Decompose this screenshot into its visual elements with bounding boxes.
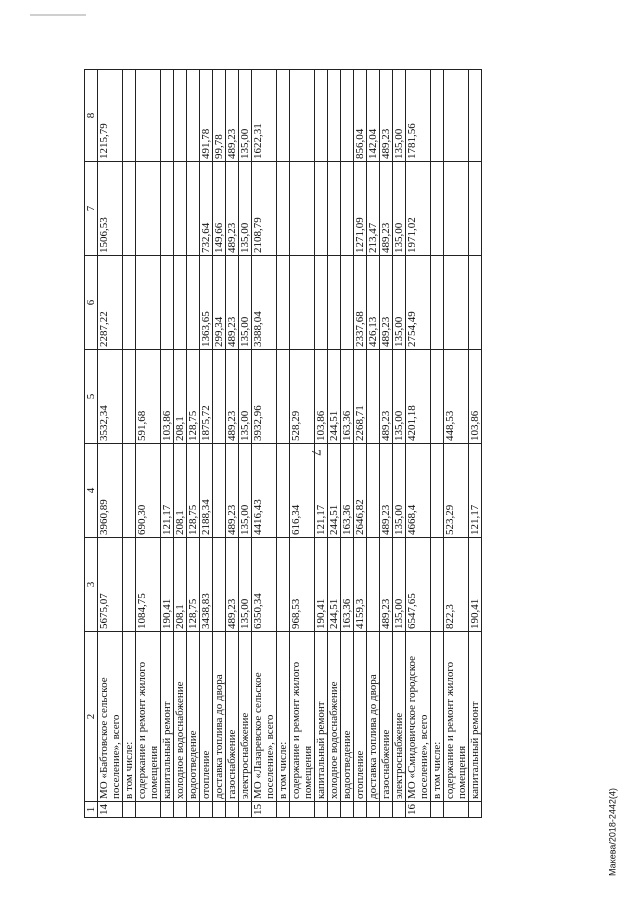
tariff-table [84,69,482,818]
table-row [123,70,136,818]
value-cell: 213,47 [367,162,380,256]
value-cell: 1506,53 [98,162,123,256]
row-label-cell: капитальный ремонт [161,632,174,802]
value-cell [136,256,161,350]
value-cell: 489,23 [380,350,393,444]
row-number-cell [380,802,393,818]
value-cell [341,70,354,162]
value-cell [431,70,444,162]
table-row [367,70,380,818]
value-cell [328,70,341,162]
table-row [354,70,367,818]
value-cell: 491,78 [200,70,213,162]
value-cell: 489,23 [226,538,239,632]
table-body [98,70,482,818]
table-row [469,70,482,818]
row-number-cell [354,802,367,818]
value-cell: 2188,34 [200,444,213,538]
value-cell [444,70,469,162]
row-label-cell: холодное водоснабжение [328,632,341,802]
table-row [431,70,444,818]
value-cell: 489,23 [380,256,393,350]
row-number-cell [315,802,328,818]
value-cell: 135,00 [393,70,406,162]
value-cell: 135,00 [393,256,406,350]
row-number-cell [200,802,213,818]
value-cell: 208,1 [174,444,187,538]
row-label-cell: содержание и ремонт жилого помещения [290,632,315,802]
table-row [393,70,406,818]
value-cell [431,538,444,632]
value-cell: 149,66 [213,162,226,256]
header-cell: 8 [85,70,98,162]
row-number-cell [161,802,174,818]
header-cell: 7 [85,162,98,256]
value-cell: 1215,79 [98,70,123,162]
value-cell [341,256,354,350]
row-number-cell [328,802,341,818]
row-number-cell [226,802,239,818]
value-cell [431,162,444,256]
value-cell: 448,53 [444,350,469,444]
row-number-cell: 16 [406,802,431,818]
header-cell: 1 [85,802,98,818]
value-cell: 489,23 [226,444,239,538]
value-cell: 528,29 [290,350,315,444]
value-cell: 4416,43 [252,444,277,538]
row-label-cell: доставка топлива до двора [213,632,226,802]
value-cell [469,162,482,256]
row-label-cell: электроснабжение [393,632,406,802]
value-cell: 489,23 [380,444,393,538]
value-cell [277,538,290,632]
value-cell: 1622,31 [252,70,277,162]
row-number-cell [444,802,469,818]
value-cell [123,162,136,256]
row-number-cell [341,802,354,818]
value-cell: 3932,96 [252,350,277,444]
value-cell: 103,86 [315,350,328,444]
value-cell: 690,30 [136,444,161,538]
value-cell [367,538,380,632]
value-cell: 1271,09 [354,162,367,256]
value-cell: 3532,34 [98,350,123,444]
row-number-cell: 15 [252,802,277,818]
header-cell: 6 [85,256,98,350]
row-number-cell [123,802,136,818]
value-cell: 489,23 [380,538,393,632]
value-cell [123,538,136,632]
value-cell [277,70,290,162]
row-label-cell: МО «Лазаревское сельское поселение», всего [252,632,277,802]
value-cell: 3388,04 [252,256,277,350]
value-cell: 489,23 [226,350,239,444]
value-cell: 6350,34 [252,538,277,632]
table-row [187,70,200,818]
row-number-cell [469,802,482,818]
value-cell: 135,00 [393,350,406,444]
value-cell: 135,00 [239,444,252,538]
row-number-cell [239,802,252,818]
value-cell: 121,17 [469,444,482,538]
row-label-cell: холодное водоснабжение [174,632,187,802]
value-cell: 616,34 [290,444,315,538]
value-cell [469,256,482,350]
value-cell: 2287,22 [98,256,123,350]
row-label-cell: в том числе: [431,632,444,802]
value-cell: 190,41 [161,538,174,632]
value-cell [187,256,200,350]
row-label-cell: содержание и ремонт жилого помещения [444,632,469,802]
row-label-cell: газоснабжение [226,632,239,802]
value-cell: 208,1 [174,350,187,444]
value-cell [187,162,200,256]
row-number-cell [431,802,444,818]
value-cell: 135,00 [393,162,406,256]
value-cell: 244,51 [328,350,341,444]
table-row [136,70,161,818]
value-cell [290,162,315,256]
row-label-cell: отопление [354,632,367,802]
value-cell [315,162,328,256]
value-cell [315,256,328,350]
table-row [406,70,431,818]
value-cell: 2754,49 [406,256,431,350]
value-cell: 426,13 [367,256,380,350]
value-cell [431,350,444,444]
row-number-cell [136,802,161,818]
value-cell: 135,00 [239,350,252,444]
value-cell: 1084,75 [136,538,161,632]
row-label-cell: содержание и ремонт жилого помещения [136,632,161,802]
row-number-cell [367,802,380,818]
value-cell [444,256,469,350]
value-cell: 244,51 [328,444,341,538]
value-cell: 121,17 [161,444,174,538]
header-cell: 2 [85,632,98,802]
rotated-table-wrapper [84,70,498,818]
value-cell [469,70,482,162]
value-cell: 732,64 [200,162,213,256]
table-row [380,70,393,818]
value-cell: 489,23 [226,256,239,350]
value-cell [123,444,136,538]
value-cell [444,162,469,256]
value-cell [431,256,444,350]
row-label-cell: газоснабжение [380,632,393,802]
value-cell: 1363,65 [200,256,213,350]
value-cell: 135,00 [393,444,406,538]
value-cell: 299,34 [213,256,226,350]
value-cell: 489,23 [226,70,239,162]
value-cell [161,162,174,256]
value-cell: 489,23 [380,162,393,256]
value-cell [174,256,187,350]
header-cell: 4 [85,444,98,538]
value-cell [367,444,380,538]
value-cell: 5675,07 [98,538,123,632]
value-cell: 489,23 [380,70,393,162]
row-number-cell [393,802,406,818]
value-cell [341,162,354,256]
value-cell: 128,75 [187,444,200,538]
value-cell: 103,86 [469,350,482,444]
value-cell: 523,29 [444,444,469,538]
value-cell: 135,00 [239,70,252,162]
value-cell: 128,75 [187,350,200,444]
value-cell: 968,53 [290,538,315,632]
value-cell [431,444,444,538]
value-cell [290,70,315,162]
table-row [226,70,239,818]
value-cell: 4159,3 [354,538,367,632]
table-row [213,70,226,818]
value-cell: 163,36 [341,350,354,444]
value-cell: 2108,79 [252,162,277,256]
table-row [200,70,213,818]
table-row [161,70,174,818]
value-cell: 489,23 [226,162,239,256]
value-cell: 1875,72 [200,350,213,444]
value-cell [123,256,136,350]
value-cell: 2337,68 [354,256,367,350]
value-cell: 822,3 [444,538,469,632]
page-number: 7 [308,449,324,456]
value-cell: 135,00 [239,538,252,632]
row-label-cell: в том числе: [123,632,136,802]
value-cell: 208,1 [174,538,187,632]
table-row [290,70,315,818]
value-cell [213,444,226,538]
value-cell [161,70,174,162]
value-cell [367,350,380,444]
table-row [277,70,290,818]
table-row [328,70,341,818]
row-number-cell [187,802,200,818]
value-cell [277,162,290,256]
table-row [252,70,277,818]
row-number-cell: 14 [98,802,123,818]
row-number-cell [174,802,187,818]
value-cell [187,70,200,162]
value-cell: 6547,65 [406,538,431,632]
value-cell [123,350,136,444]
table-row [98,70,123,818]
value-cell [174,162,187,256]
value-cell: 1971,02 [406,162,431,256]
value-cell [277,256,290,350]
value-cell: 2646,82 [354,444,367,538]
value-cell: 121,17 [315,444,328,538]
value-cell [328,162,341,256]
value-cell [123,70,136,162]
table-row [174,70,187,818]
header-cell: 3 [85,538,98,632]
value-cell: 4201,18 [406,350,431,444]
value-cell: 99,78 [213,70,226,162]
value-cell [213,350,226,444]
value-cell: 4668,4 [406,444,431,538]
value-cell: 2268,71 [354,350,367,444]
value-cell: 135,00 [239,256,252,350]
value-cell [136,70,161,162]
value-cell: 591,68 [136,350,161,444]
value-cell: 190,41 [315,538,328,632]
table-row [444,70,469,818]
row-label-cell: в том числе: [277,632,290,802]
value-cell [136,162,161,256]
value-cell [161,256,174,350]
row-number-cell [213,802,226,818]
header-cell: 5 [85,350,98,444]
value-cell: 3438,83 [200,538,213,632]
value-cell: 163,36 [341,538,354,632]
row-label-cell: МО «Смидовичское городское поселение», всего [406,632,431,802]
value-cell: 128,75 [187,538,200,632]
value-cell: 1781,56 [406,70,431,162]
value-cell [213,538,226,632]
scan-artifact-line [30,14,86,16]
row-label-cell: электроснабжение [239,632,252,802]
value-cell [290,256,315,350]
value-cell [315,70,328,162]
row-label-cell: отопление [200,632,213,802]
table-row [341,70,354,818]
table-header-row [85,70,98,818]
value-cell [277,444,290,538]
value-cell: 135,00 [393,538,406,632]
document-code: Макева/2018-2442(4) [607,788,618,876]
value-cell: 163,36 [341,444,354,538]
value-cell: 244,51 [328,538,341,632]
row-label-cell: МО «Бабтовское сельское поселение», всего [98,632,123,802]
value-cell: 3960,89 [98,444,123,538]
row-label-cell: доставка топлива до двора [367,632,380,802]
row-label-cell: капитальный ремонт [315,632,328,802]
value-cell: 190,41 [469,538,482,632]
value-cell: 856,04 [354,70,367,162]
value-cell: 142,04 [367,70,380,162]
row-number-cell [277,802,290,818]
row-label-cell: водоотведение [341,632,354,802]
value-cell: 135,00 [239,162,252,256]
value-cell [277,350,290,444]
row-label-cell: капитальный ремонт [469,632,482,802]
row-label-cell: водоотведение [187,632,200,802]
value-cell: 103,86 [161,350,174,444]
value-cell [328,256,341,350]
value-cell [174,70,187,162]
table-row [239,70,252,818]
table-row [315,70,328,818]
row-number-cell [290,802,315,818]
